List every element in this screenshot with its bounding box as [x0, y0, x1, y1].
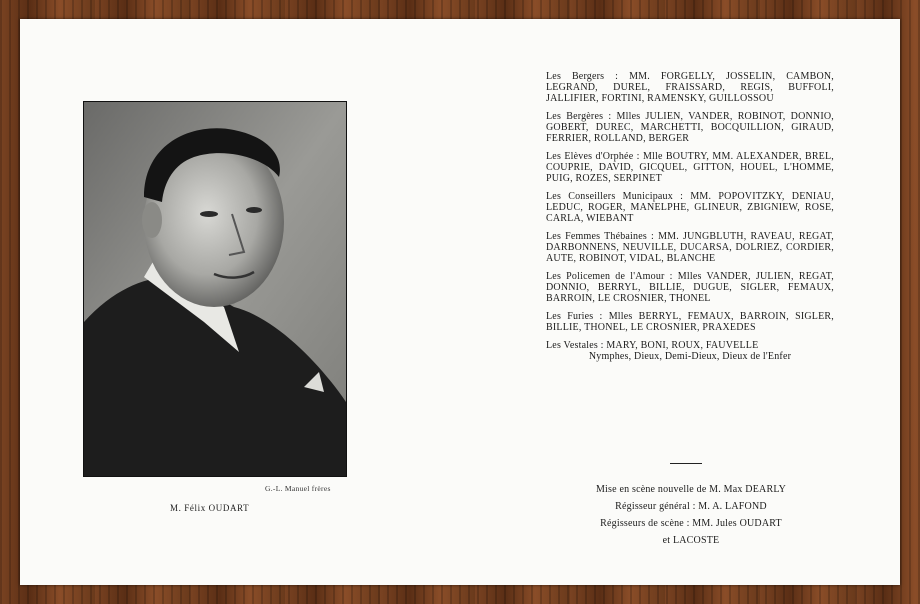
photo-caption: M. Félix OUDART: [170, 503, 250, 513]
cast-entry: [546, 151, 834, 184]
cast-role: Les Conseillers Municipaux :: [546, 191, 684, 202]
cast-role: Les Policemen de l'Amour :: [546, 271, 673, 282]
divider: [670, 463, 702, 464]
credit-line: Mise en scène nouvelle de M. Max DEARLY: [595, 484, 787, 495]
cast-names: Mlle BOUTRY, MM. ALEXANDER, BREL, COUPRIE, DAVID, GICQUEL, GITTON, HOUEL, L'HOMME, PUIG, ROZES, SERPINET: [546, 151, 835, 184]
credit-line: et LACOSTE: [662, 535, 720, 546]
program-page: [20, 19, 900, 585]
cast-names: MM. POPOVITZKY, DENIAU, LEDUC, ROGER, MANELPHE, GLINEUR, ZBIGNIEW, ROSE, CARLA, WIEBANT: [546, 191, 835, 224]
cast-entry: [546, 271, 834, 304]
cast-names: MM. FORGELLY, JOSSELIN, CAMBON, LEGRAND, DUREL, FRAISSARD, REGIS, BUFFOLI, JALLIFIER, FORTINI, RAMENSKY, GUILLOSSOU: [546, 71, 834, 104]
photo-credit: G.-L. Manuel frères: [265, 484, 331, 493]
cast-extra-line: Nymphes, Dieux, Demi-Dieux, Dieux de l'Enfer: [588, 351, 792, 362]
portrait-photo: [83, 101, 347, 477]
cast-role: Les Femmes Thébaines :: [546, 231, 655, 242]
credit-line: Régisseurs de scène : MM. Jules OUDART: [600, 518, 782, 529]
credit-line: Régisseur général : M. A. LAFOND: [615, 501, 767, 512]
cast-names: Mlles JULIEN, VANDER, ROBINOT, DONNIO, GOBERT, DUREC, MARCHETTI, BOCQUILLION, GIRAUD, FERRIER, ROLLAND, BERGER: [546, 111, 835, 144]
cast-names: Mlles BERRYL, FEMAUX, BARROIN, SIGLER, BILLIE, THONEL, LE CROSNIER, PRAXEDES: [546, 311, 834, 333]
cast-entry: [546, 191, 834, 224]
cast-names: MM. JUNGBLUTH, RAVEAU, REGAT, DARBONNENS, NEUVILLE, DUCARSA, DOLRIEZ, CORDIER, AUTE, ROBINOT, VIDAL, BLANCHE: [546, 231, 835, 264]
cast-role: Les Furies :: [546, 311, 603, 322]
cast-role: Les Vestales :: [546, 340, 604, 351]
cast-entry: [546, 71, 834, 104]
cast-list: [546, 71, 834, 369]
cast-role: Les Bergers :: [546, 71, 619, 82]
cast-names: Mlles VANDER, JULIEN, REGAT, DONNIO, BERRYL, BILLIE, DUGUE, SIGLER, FEMAUX, BARROIN, LE CROSNIER, THONEL: [546, 271, 834, 304]
cast-entry: [546, 340, 834, 362]
cast-entry: [546, 111, 834, 144]
cast-entry: [546, 231, 834, 264]
cast-role: Les Elèves d'Orphée :: [546, 151, 640, 162]
cast-names: MARY, BONI, ROUX, FAUVELLE: [606, 340, 759, 351]
cast-role: Les Bergères :: [546, 111, 612, 122]
portrait-image: [84, 102, 346, 476]
production-credits: [546, 481, 836, 549]
cast-entry: [546, 311, 834, 333]
